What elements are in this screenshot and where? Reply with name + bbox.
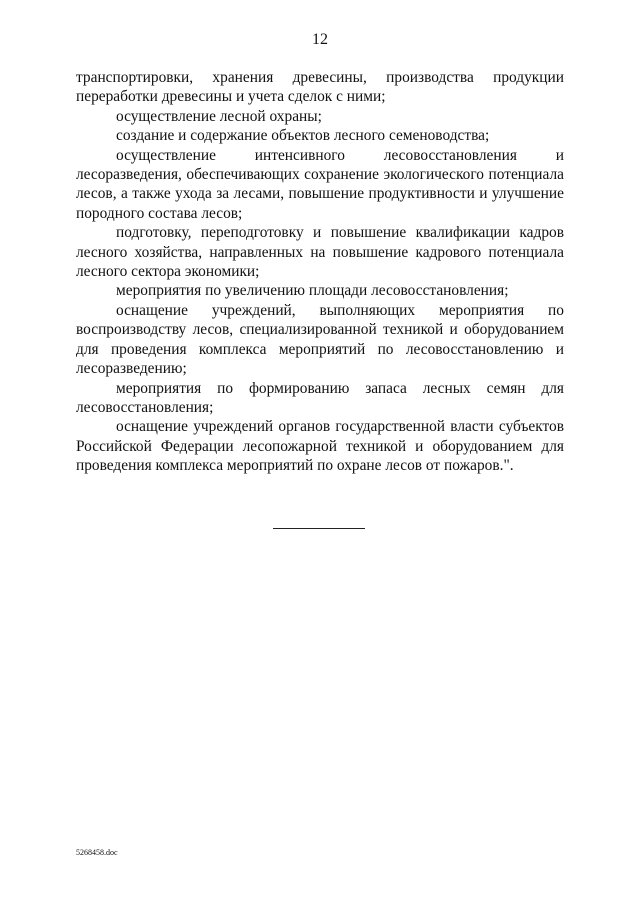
paragraph-continuation: транспортировки, хранения древесины, производства продукции переработки древесины и учета сделок с ними; bbox=[76, 69, 564, 106]
page-number: 12 bbox=[312, 31, 328, 48]
paragraph: оснащение учреждений, выполняющих мероприятия по воспроизводству лесов, специализированной техникой и оборудованием для проведения комплекса мероприятий по лесовосстановлению и лесоразведению; bbox=[76, 301, 564, 378]
body-text bbox=[76, 68, 564, 476]
paragraph: мероприятия по формированию запаса лесных семян для лесовосстановления; bbox=[76, 379, 564, 416]
paragraph: создание и содержание объектов лесного семеноводства; bbox=[116, 127, 490, 145]
footer-filename: 5268458.doc bbox=[76, 848, 118, 857]
paragraph: оснащение учреждений органов государственной власти субъектов Российской Федерации лесопожарной техникой и оборудованием для проведения комплекса мероприятий по охране лесов от пожаров.". bbox=[76, 418, 564, 475]
end-divider bbox=[273, 528, 365, 529]
paragraph: осуществление интенсивного лесовосстановления и лесоразведения, обеспечивающих сохранение экологического потенциала лесов, а также ухода за лесами, повышение продуктивности и улучшение породного состава лесов; bbox=[76, 146, 564, 222]
paragraph: осуществление лесной охраны; bbox=[116, 107, 322, 125]
paragraph: подготовку, переподготовку и повышение квалификации кадров лесного хозяйства, направленных на повышение кадрового потенциала лесного сектора экономики; bbox=[76, 224, 564, 281]
paragraph: мероприятия по увеличению площади лесовосстановления; bbox=[116, 282, 509, 300]
